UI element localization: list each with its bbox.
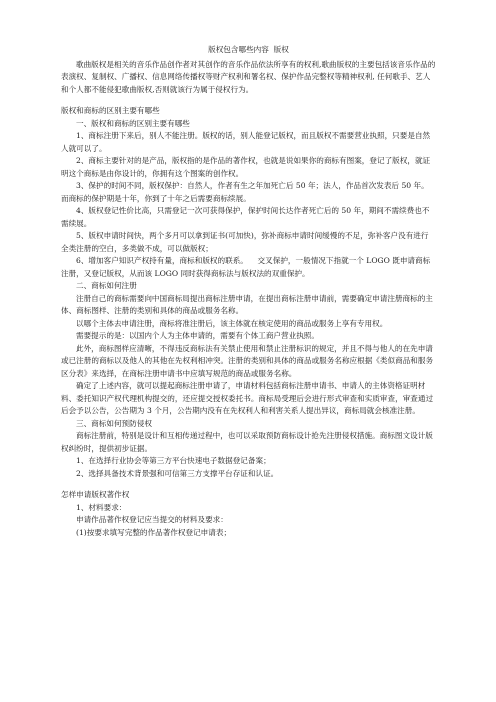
paragraph-17: (1)按要求填写完整的作品著作权登记申请表； (76, 527, 232, 537)
paragraph-1: 1、商标注册下来后，别人不能注册。版权的话，别人能登记版权，而且版权不需要营业执照，只要是自然人就可以了。 (61, 131, 431, 153)
subheading-difference: 一、版权和商标的区别主要有哪些 (76, 118, 190, 128)
paragraph-14: 2、选择具备技术背景强和可信第三方支撑平台存证和认证。 (76, 468, 279, 478)
paragraph-11: 确定了上述内容，就可以提起商标注册申请了，申请材料包括商标注册申请书、申请人的主体资格证明材料、委托知识产权代理机构提交的，还应提交授权委托书。商标局受理后会进行形式审查和实质审查，审查通过后会予以公告，公告期为 3 个月，公告期内没有在先权利人和利害关系人提出异议，商标局就会核准注册。 (61, 381, 434, 415)
paragraph-16: 申请作品著作权登记应当提交的材料及要求： (76, 515, 228, 524)
paragraph-2: 2、商标主要针对的是产品，版权指的是作品的著作权，也就是说如果你的商标有图案，登记了版权，就证明这个商标是由你设计的，你拥有这个图案的创作权。 (61, 156, 431, 178)
paragraph-5: 5、版权申请时间快，两个多月可以拿到证书(可加快)，弥补商标申请时间缓慢的不足，弥补客户没有进行全类注册的空白，多类做不成，可以做版权； (61, 231, 429, 253)
paragraph-7: 注册自己的商标需要向中国商标局提出商标注册申请，在提出商标注册申请前，需要确定申请注册商标的主体、商标图样、注册的类别和具体的商品或服务名称。 (61, 293, 433, 315)
section-heading-difference: 版权和商标的区别主要有哪些 (61, 106, 160, 115)
paragraph-10: 此外，商标图样应清晰，不得违反商标法有关禁止使用和禁止注册标识的规定，并且不得与他人的在先申请或已注册的商标以及他人的其他在先权利相冲突。注册的类别和具体的商品或服务名称应根据《类似商品和服务区分表》来选择，在商标注册申请书中应填写规范的商品或服务名称。 (61, 343, 434, 378)
paragraph-4: 4、版权登记性价比高，只需登记一次可获得保护，保护时间长达作者死亡后的 50 年，期间不需续费也不需续展。 (61, 206, 430, 228)
paragraph-12: 商标注册前，特别是设计和互相传递过程中，也可以采取预防商标设计抢先注册侵权措施。商标图文设计版权纠纷时，提供初步证据。 (61, 431, 433, 453)
intro-paragraph: 歌曲版权是相关的音乐作品创作者对其创作的音乐作品依法所享有的权利,歌曲版权的主要包括该音乐作品的表演权、复制权、广播权、信息网络传播权等财产权利和署名权、保护作品完整权等精神权利, 任何歌手、艺人和个人都不能侵犯歌曲版权,否则就该行为属于侵权行为。 (61, 59, 436, 94)
paragraph-15: 1、材料要求： (76, 502, 127, 512)
subheading-register: 二、商标如何注册 (76, 281, 137, 290)
paragraph-8: 以哪个主体去申请注册，商标将准注册后，该主体就在核定使用的商品或服务上享有专用权。 (76, 318, 388, 328)
paragraph-9: 需要提示的是：以国内个人为主体申请的，需要有个体工商户营业执照。 (76, 331, 319, 340)
paragraph-13: 1、在选择行业协会等第三方平台快速电子数据登记备案； (76, 456, 271, 465)
paragraph-3: 3、保护的时间不同，版权保护：自然人，作者有生之年加死亡后 50 年；法人，作品首次发表后 50 年。而商标的保护期是十年，你到了十年之后需要商标续展。 (61, 181, 429, 203)
document-title: 版权包含哪些内容 版权 (208, 45, 289, 54)
subheading-prevent: 三、商标如何预防侵权 (76, 418, 152, 428)
section-heading-apply: 怎样申请版权著作权 (61, 490, 130, 499)
paragraph-6: 6、增加客户知识产权持有量，商标和版权的联系。 交叉保护，一般情况下指就一个 LOGO 既申请商标注册，又登记版权，从而该 LOGO 同时获得商标法与版权法的双重保护。 (61, 256, 431, 278)
